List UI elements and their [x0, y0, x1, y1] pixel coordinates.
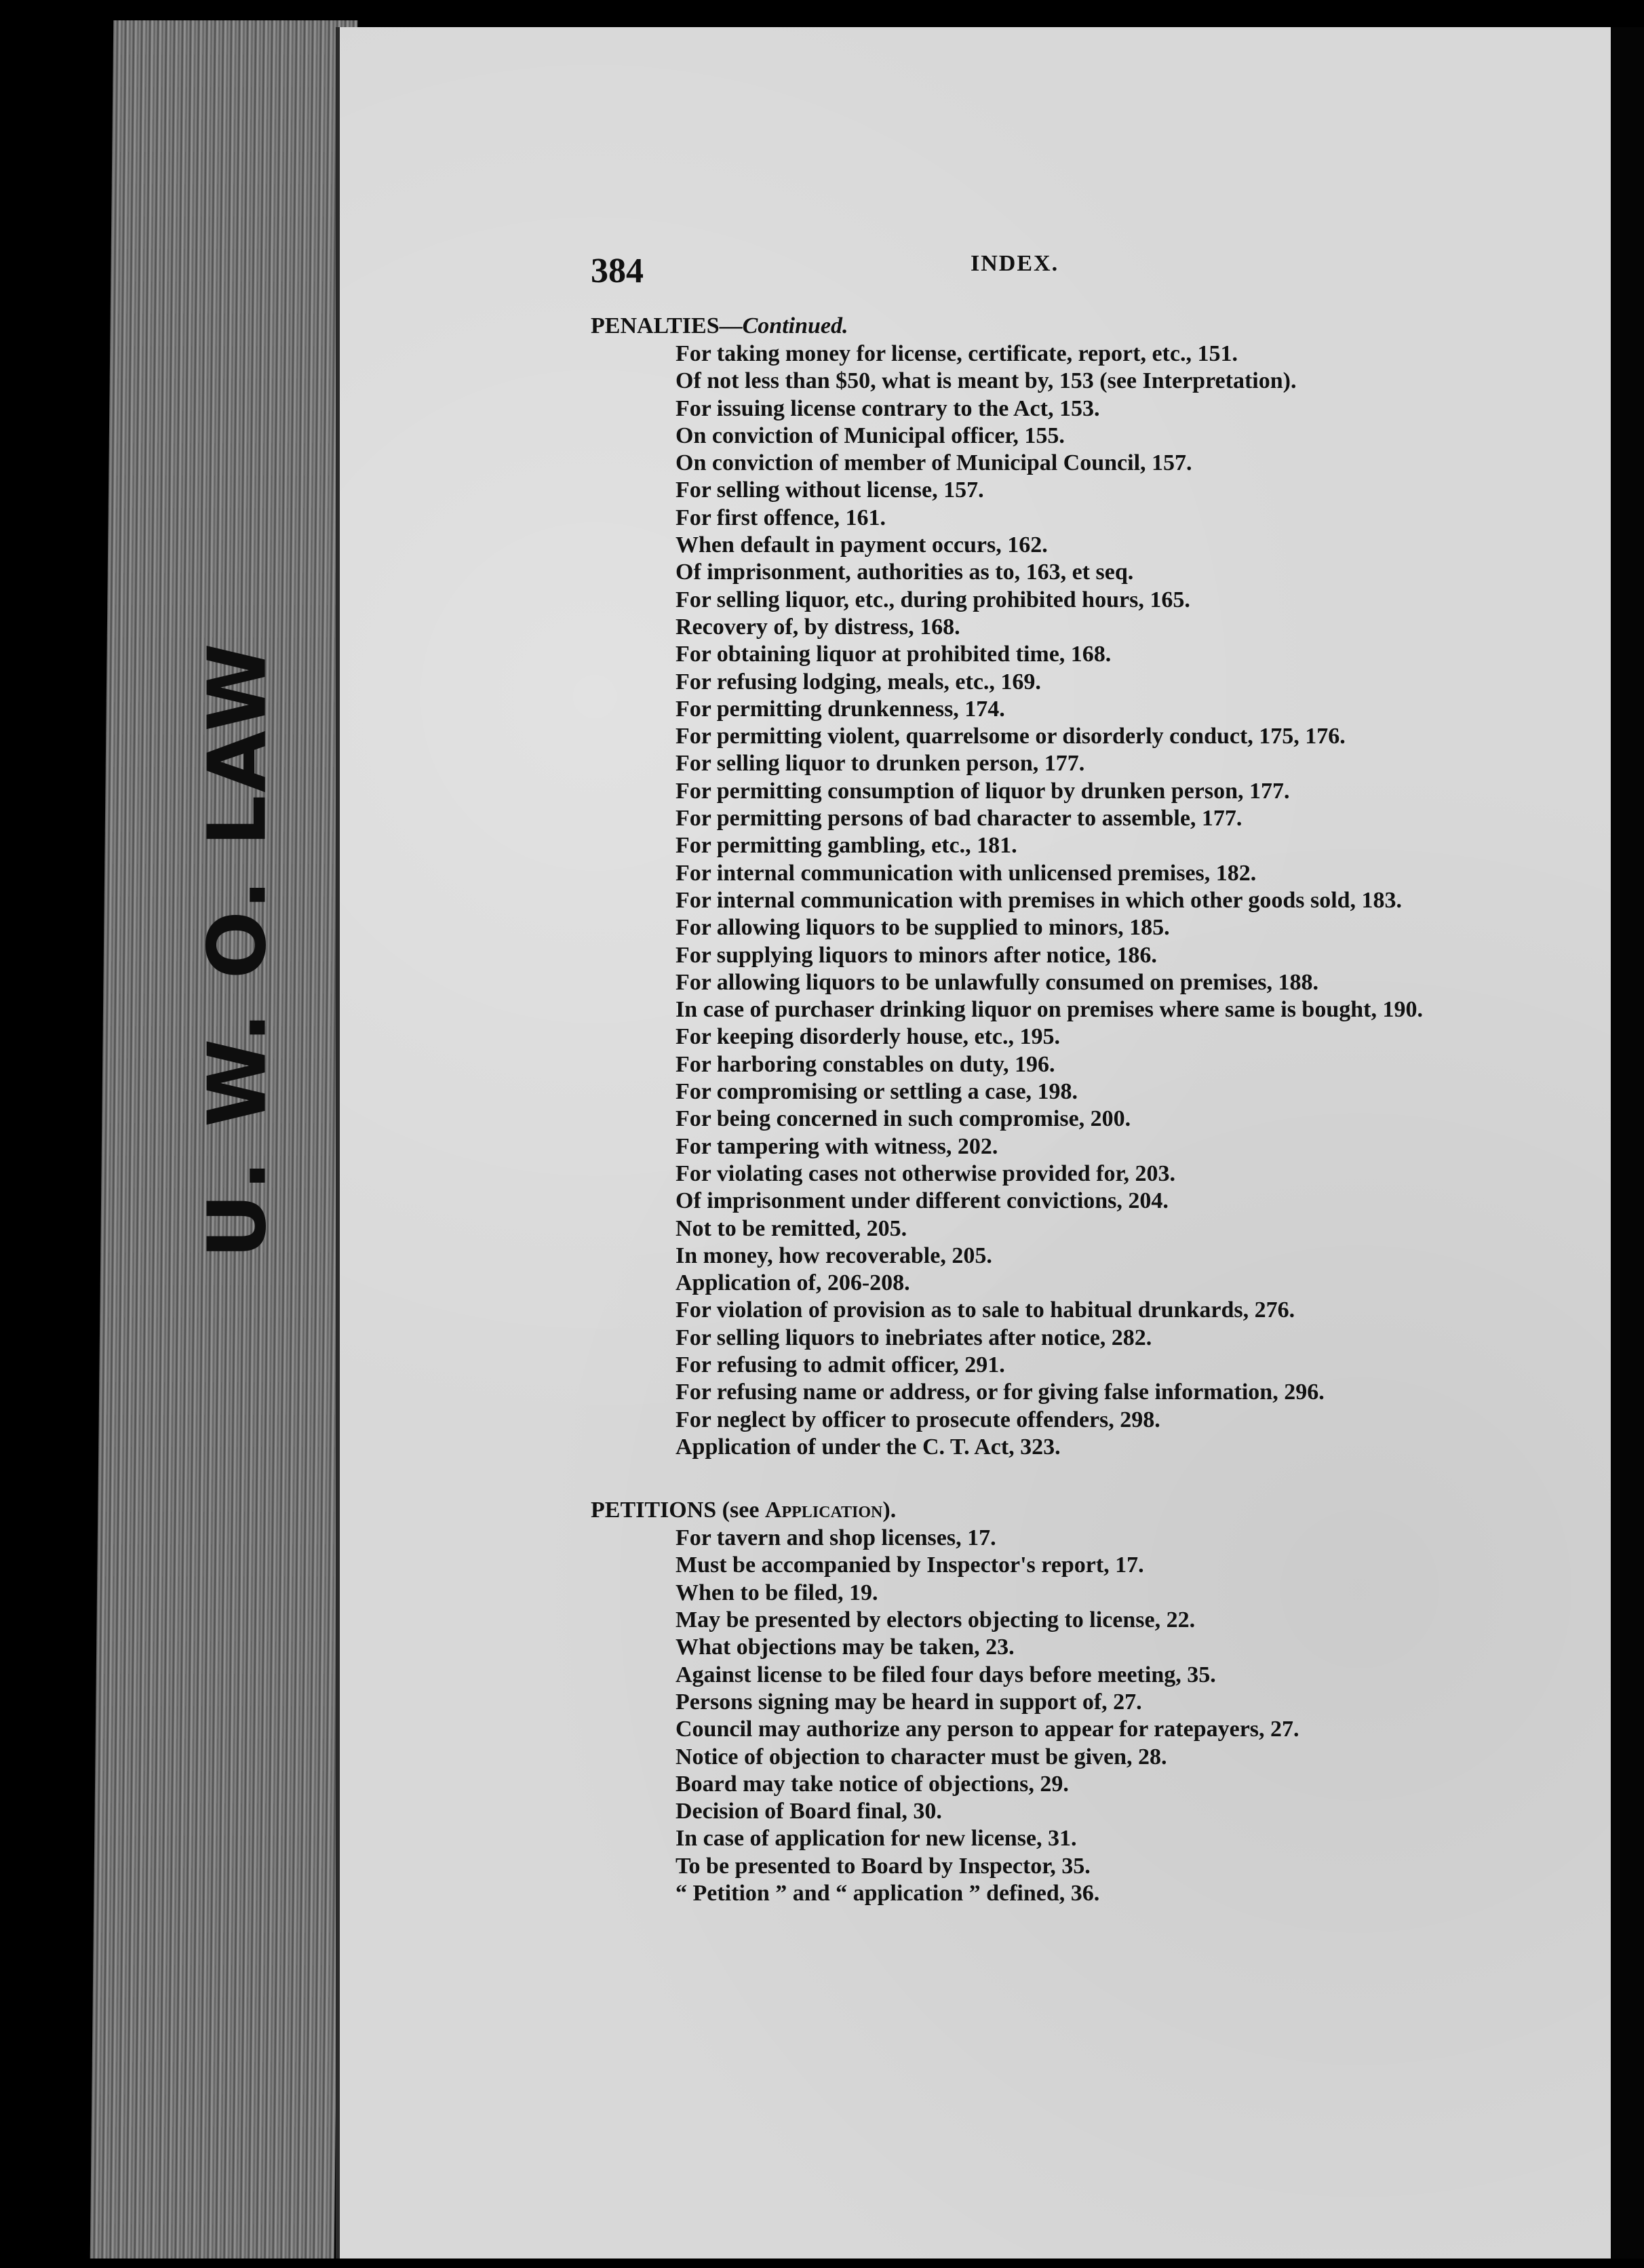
- library-stamp: [136, 640, 339, 1259]
- index-entry: For refusing to admit officer, 291.: [676, 1352, 1005, 1377]
- index-entry: Recovery of, by distress, 168.: [676, 614, 960, 640]
- index-entry: What objections may be taken, 23.: [676, 1635, 1015, 1660]
- index-entry: Application of under the C. T. Act, 323.: [676, 1434, 1061, 1460]
- index-entry: Not to be remitted, 205.: [676, 1215, 907, 1241]
- index-entry: For refusing lodging, meals, etc., 169.: [676, 669, 1041, 695]
- index-entry: For selling liquor, etc., during prohibited hours, 165.: [676, 587, 1190, 612]
- index-entry: In money, how recoverable, 205.: [676, 1243, 992, 1268]
- index-entry: For violating cases not otherwise provided for, 203.: [676, 1160, 1175, 1186]
- section-heading-petitions: [591, 1496, 1608, 1525]
- book-page: [336, 27, 1615, 2259]
- index-entry: Persons signing may be heard in support of, 27.: [676, 1689, 1142, 1715]
- index-content: [591, 312, 1608, 1907]
- index-entry: In case of purchaser drinking liquor on premises where same is bought, 190.: [676, 997, 1423, 1023]
- index-entry: For neglect by officer to prosecute offenders, 298.: [676, 1407, 1160, 1432]
- library-stamp-text: U. W. O. LAW: [191, 640, 285, 1259]
- index-entry: For first offence, 161.: [676, 505, 886, 530]
- index-entry: “ Petition ” and “ application ” defined, 36.: [676, 1881, 1100, 1907]
- index-entry: Of imprisonment, authorities as to, 163, et seq.: [676, 560, 1134, 585]
- running-head: INDEX.: [971, 251, 1059, 276]
- index-entry: Of not less than $50, what is meant by, 153 (see Interpretation).: [676, 368, 1297, 394]
- index-entry: For violation of provision as to sale to habitual drunkards, 276.: [676, 1297, 1295, 1323]
- page-number: 384: [591, 252, 644, 290]
- index-entry: For allowing liquors to be unlawfully consumed on premises, 188.: [676, 969, 1319, 995]
- index-entry: Notice of objection to character must be given, 28.: [676, 1744, 1167, 1770]
- index-entry: Board may take notice of objections, 29.: [676, 1771, 1069, 1797]
- penalties-entry-list: [591, 340, 1608, 1461]
- heading-text: PETITIONS (see: [591, 1498, 765, 1523]
- index-entry: For permitting consumption of liquor by drunken person, 177.: [676, 778, 1290, 804]
- index-entry: For supplying liquors to minors after notice, 186.: [676, 942, 1157, 968]
- index-entry: Council may authorize any person to appear for ratepayers, 27.: [676, 1717, 1299, 1742]
- heading-continued: Continued.: [742, 313, 848, 338]
- index-entry: For tavern and shop licenses, 17.: [676, 1525, 996, 1551]
- index-entry: For selling liquor to drunken person, 177.: [676, 751, 1085, 777]
- index-entry: On conviction of Municipal officer, 155.: [676, 423, 1065, 448]
- section-heading-penalties: [591, 312, 1608, 340]
- index-entry: For permitting gambling, etc., 181.: [676, 833, 1017, 859]
- index-entry: For selling without license, 157.: [676, 477, 984, 503]
- index-entry: For keeping disorderly house, etc., 195.: [676, 1024, 1060, 1050]
- heading-text-end: ).: [882, 1498, 897, 1523]
- index-entry: Must be accompanied by Inspector's report, 17.: [676, 1552, 1144, 1578]
- index-entry: For issuing license contrary to the Act, 153.: [676, 395, 1100, 421]
- index-entry: For permitting violent, quarrelsome or disorderly conduct, 175, 176.: [676, 724, 1346, 749]
- index-entry: For tampering with witness, 202.: [676, 1133, 998, 1159]
- index-entry: For compromising or settling a case, 198.: [676, 1079, 1078, 1105]
- index-entry: For permitting persons of bad character to assemble, 177.: [676, 806, 1242, 832]
- index-entry: To be presented to Board by Inspector, 35.: [676, 1853, 1091, 1879]
- index-entry: For allowing liquors to be supplied to minors, 185.: [676, 915, 1170, 941]
- index-entry: May be presented by electors objecting to license, 22.: [676, 1607, 1196, 1633]
- petitions-entry-list: [591, 1525, 1608, 1907]
- heading-cross-reference: Application: [764, 1498, 883, 1523]
- heading-text: PENALTIES—: [591, 313, 743, 338]
- index-entry: For permitting drunkenness, 174.: [676, 696, 1005, 722]
- index-entry: For taking money for license, certificate, report, etc., 151.: [676, 341, 1238, 366]
- index-entry: For internal communication with premises in which other goods sold, 183.: [676, 887, 1403, 913]
- index-entry: For obtaining liquor at prohibited time, 168.: [676, 642, 1112, 667]
- section-gap: [591, 1461, 1608, 1496]
- index-entry: For selling liquors to inebriates after notice, 282.: [676, 1325, 1152, 1350]
- index-entry: When default in payment occurs, 162.: [676, 532, 1048, 558]
- index-entry: Application of, 206-208.: [676, 1270, 910, 1296]
- index-entry: Of imprisonment under different convictions, 204.: [676, 1188, 1169, 1214]
- index-entry: Against license to be filed four days before meeting, 35.: [676, 1662, 1216, 1687]
- index-entry: When to be filed, 19.: [676, 1580, 878, 1605]
- index-entry: For refusing name or address, or for giving false information, 296.: [676, 1380, 1325, 1405]
- index-entry: For internal communication with unlicensed premises, 182.: [676, 860, 1257, 886]
- scan-border: [1611, 27, 1644, 2259]
- index-entry: For harboring constables on duty, 196.: [676, 1051, 1055, 1077]
- index-entry: For being concerned in such compromise, 200.: [676, 1106, 1131, 1132]
- index-entry: On conviction of member of Municipal Council, 157.: [676, 450, 1192, 476]
- index-entry: Decision of Board final, 30.: [676, 1799, 942, 1824]
- page-header: [591, 231, 1472, 292]
- index-entry: In case of application for new license, 31.: [676, 1826, 1077, 1852]
